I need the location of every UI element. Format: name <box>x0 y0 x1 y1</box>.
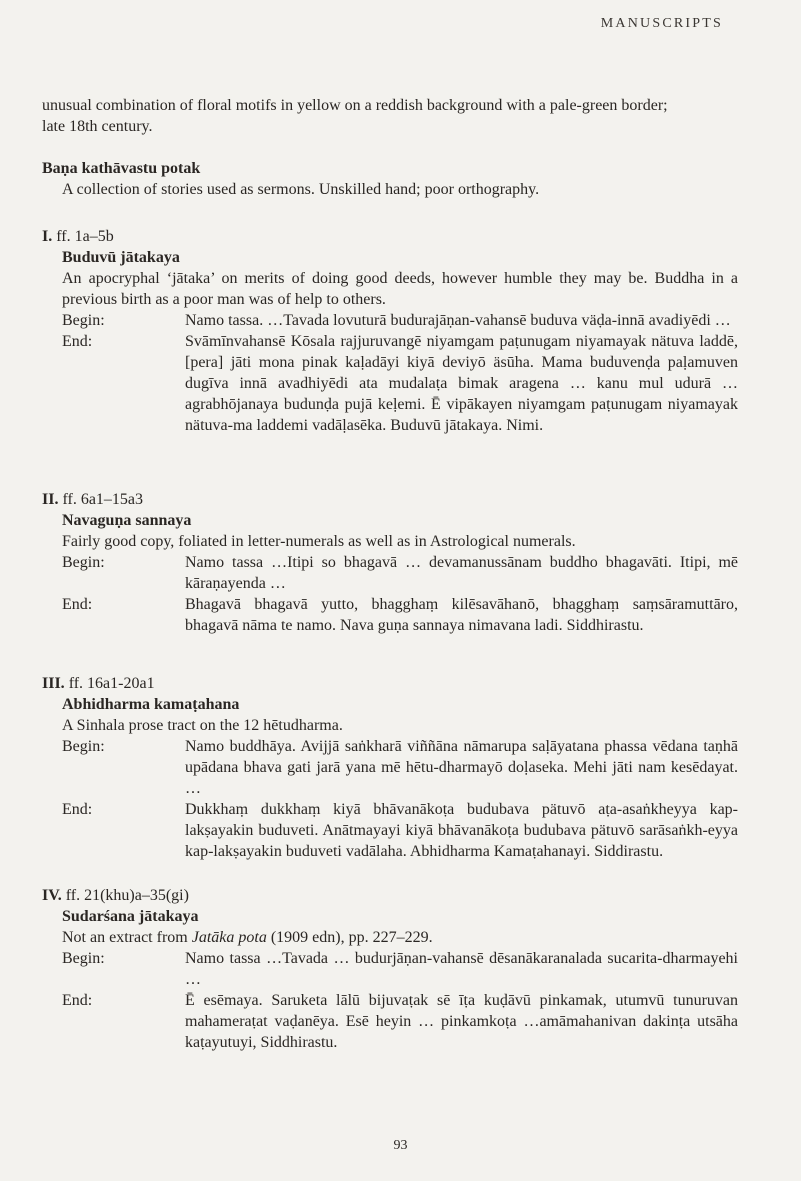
section-3-folios: ff. 16a1-20a1 <box>68 675 155 692</box>
section-2-roman: II. <box>42 491 59 508</box>
section-1-begin-label: Begin: <box>62 312 105 329</box>
section-1-begin-text: Namo tassa. …Tavada lovuturā budurajāṇan-vahansē buduva väḍa-innā avadiyēdi … <box>185 312 731 329</box>
section-4-description <box>42 927 738 948</box>
section-4-title: Sudarśana jātakaya <box>62 908 199 925</box>
section-1-end-text: Svāmīnvahansē Kōsala rajjuruvangē niyamgam paṭunugam niyamayak nätuva laddē, [pera] jāti mona pinak kaḷadāyi kiyā deviyō äsūha. Mama buduvenḍa paḷamuven dugīva innā avadhiyēdi ata mudalaṭa bimak aragena … kanu mul udurā … agrabhōjanaya budunḍa pujā keḷemi. Ē vipākayen niyamgam paṭunugam niyamayak nätuva-ma laddemi vadāḷasēka. Buduvū jātakaya. Nimi. <box>185 333 738 434</box>
section-3-end <box>42 799 738 862</box>
section-4-description-italic: Jatāka pota <box>191 929 267 946</box>
section-4-end <box>42 990 738 1053</box>
intro-line-2: late 18th century. <box>42 118 153 135</box>
section-2-begin <box>42 552 738 594</box>
section-1-end-label: End: <box>62 333 93 350</box>
page-number: 93 <box>393 1138 408 1153</box>
section-4-begin-text: Namo tassa …Tavada … budurjāṇan-vahansē dēsanākaranalada sucarita-dharmayehi … <box>185 950 738 988</box>
section-4-description-suffix: (1909 edn), pp. 227–229. <box>266 929 433 946</box>
section-3-end-label: End: <box>62 801 93 818</box>
section-4-end-label: End: <box>62 992 93 1009</box>
section-4-heading <box>42 885 738 906</box>
section-2-end-label: End: <box>62 596 93 613</box>
section-2-end-text: Bhagavā bhagavā yutto, bhagghaṃ kilēsavāhanō, bhagghaṃ saṃsāramuttāro, bhagavā nāma te namo. Nava guṇa sannaya nimavana ladi. Siddhirastu. <box>185 596 738 634</box>
section-1-heading <box>42 226 738 247</box>
section-2 <box>42 489 738 636</box>
intro-line-1: unusual combination of floral motifs in yellow on a reddish background with a pale-green border; <box>42 97 668 114</box>
section-4 <box>42 885 738 1053</box>
section-1-end <box>42 331 738 436</box>
section-1-title: Buduvū jātakaya <box>62 249 180 266</box>
section-2-title: Navaguṇa sannaya <box>62 512 192 529</box>
section-1-begin <box>42 310 738 331</box>
section-4-description-prefix: Not an extract from <box>62 929 192 946</box>
section-3-end-text: Dukkhaṃ dukkhaṃ kiyā bhāvanākoṭa budubava pätuvō aṭa-asaṅkheyya kap-lakṣayakin buduveti. Anātmayayi kiyā bhāvanākoṭa budubava pätuvō sarāsaṅkh-eyya kap-lakṣayakin buduveti vadālaha. Abhidharma Kamaṭahanayi. Siddirastu. <box>185 801 738 860</box>
section-3-heading <box>42 673 738 694</box>
section-2-begin-text: Namo tassa …Itipi so bhagavā … devamanussānam buddho bhagavāti. Itipi, mē kāraṇayenda … <box>185 554 738 592</box>
section-1-description: An apocryphal ‘jātaka’ on merits of doing good deeds, however humble they may be. Buddha in a previous birth as a poor man was of help to others. <box>62 270 738 308</box>
section-4-begin <box>42 948 738 990</box>
bana-description: A collection of stories used as sermons. Unskilled hand; poor orthography. <box>62 181 540 198</box>
section-3-begin-label: Begin: <box>62 738 105 755</box>
section-3-roman: III. <box>42 675 65 692</box>
section-3-begin <box>42 736 738 799</box>
section-4-end-text: Ē esēmaya. Saruketa lālū bijuvaṭak sē īṭa kuḍāvū pinkamak, utumvū tunuruvan mahameraṭat vaḍanēya. Esē heyin … pinkamkoṭa …amāmahanivan dakinṭa utsāha kaṭayutuyi, Siddhirastu. <box>185 992 738 1051</box>
bana-section <box>42 158 738 200</box>
section-1-roman: I. <box>42 228 53 245</box>
section-2-folios: ff. 6a1–15a3 <box>62 491 144 508</box>
section-1-folios: ff. 1a–5b <box>56 228 114 245</box>
section-4-folios: ff. 21(khu)a–35(gi) <box>65 887 189 904</box>
section-3-description: A Sinhala prose tract on the 12 hētudharma. <box>62 717 343 734</box>
section-2-begin-label: Begin: <box>62 554 105 571</box>
section-4-roman: IV. <box>42 887 62 904</box>
bana-title: Baṇa kathāvastu potak <box>42 160 201 177</box>
section-3-title: Abhidharma kamaṭahana <box>62 696 240 713</box>
section-2-description: Fairly good copy, foliated in letter-numerals as well as in Astrological numerals. <box>62 533 576 550</box>
running-head: MANUSCRIPTS <box>600 16 723 31</box>
section-2-end <box>42 594 738 636</box>
section-3-begin-text: Namo buddhāya. Avijjā saṅkharā viññāna nāmarupa saḷāyatana phassa vēdana taṇhā upādana bhava gati jarā yana mē hētu-dharmayō doḷaseka. Mehi jāti nam kesēdayat. … <box>185 738 738 797</box>
section-2-heading <box>42 489 738 510</box>
section-3 <box>42 673 738 862</box>
section-1 <box>42 226 738 436</box>
section-4-begin-label: Begin: <box>62 950 105 967</box>
intro-paragraph <box>42 95 738 137</box>
